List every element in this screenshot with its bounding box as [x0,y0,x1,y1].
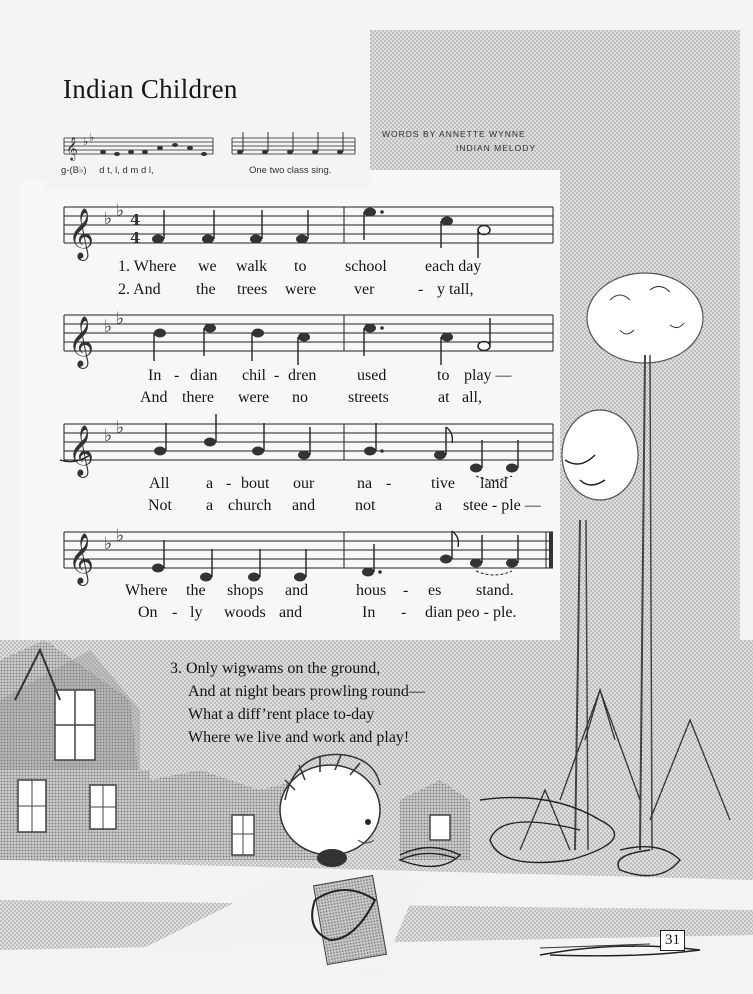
lyric-word: 1. Where [118,258,177,275]
lyric-word: na [357,475,373,492]
verse-line: 3. Only wigwams on the ground, [170,660,381,677]
svg-text:♭: ♭ [104,317,113,337]
svg-text:♭: ♭ [83,135,89,148]
lyric-word: trees [237,281,268,298]
lyric-word: church [228,497,272,514]
lyric-word: to [294,258,307,275]
svg-text:𝄞: 𝄞 [68,316,95,367]
lyric-word: a [206,475,214,492]
svg-text:♭: ♭ [116,526,125,546]
lyric-word: And [140,389,168,406]
lyric-word: woods [224,604,266,621]
lyric-word: a [206,497,214,514]
svg-text:♭: ♭ [104,426,113,446]
verse-line: And at night bears prowling round— [188,683,425,700]
solfa-syllables: d t, l, d m d l, [99,165,154,176]
lyric-word: each day [425,258,482,275]
svg-text:♭: ♭ [104,209,113,229]
lyric-word: In [148,367,162,384]
lyric-word: Not [148,497,172,514]
lyric-word: dian peo - ple. [425,604,517,621]
lyric-word: no [292,389,308,406]
lyric-word: dren [288,367,317,384]
svg-text:4: 4 [130,211,141,229]
key-signature-label: g-(B♭) [61,165,87,176]
lyric-word: - [226,475,232,492]
lyric-word: - [172,604,178,621]
lyric-word: Where [125,582,168,599]
lyric-word: not [355,497,376,514]
lyric-word: and [285,582,309,599]
lyric-word: bout [241,475,270,492]
verse-line: What a diff’rent place to-day [188,706,375,723]
lyric-word: all, [462,389,482,406]
lyric-word: 2. And [118,281,161,298]
svg-text:♭: ♭ [89,131,95,144]
lyric-word: there [182,389,214,406]
lyric-word: were [285,281,317,298]
lyric-word: - [274,367,280,384]
svg-text:𝄞: 𝄞 [68,425,95,476]
lyric-word: our [293,475,315,492]
lyric-word: es [428,582,442,599]
lyric-word: at [438,389,450,406]
lyric-word: we [198,258,217,275]
lyric-word: and [292,497,316,514]
svg-text:♭: ♭ [116,309,125,329]
lyric-word: - [418,281,424,298]
svg-text:♭: ♭ [116,418,125,438]
lyric-word: stand. [476,582,514,599]
lyric-word: play — [464,367,512,384]
lyric-word: the [186,582,206,599]
lyric-word: ly [190,604,203,621]
key-and-solfa [61,165,154,176]
lyric-word: - [386,475,392,492]
lyric-word: stee - ple — [463,497,541,514]
svg-text:𝄞: 𝄞 [68,208,95,259]
lyric-word: On [138,604,158,621]
lyric-word: All [149,475,170,492]
svg-text:𝄞: 𝄞 [68,533,95,584]
lyric-word: walk [236,258,268,275]
count-in-text: One two class sing. [249,165,332,176]
song-title: Indian Children [63,74,238,104]
lyric-word: shops [227,582,264,599]
lyric-word: to [437,367,450,384]
lyric-word: streets [348,389,389,406]
lyric-word: tive [431,475,455,492]
lyric-word: chil [242,367,266,384]
lyric-word: In [362,604,376,621]
lyric-word: y tall, [437,281,474,298]
lyric-word: - [401,604,407,621]
lyric-word: - [174,367,180,384]
lyric-word: - [403,582,409,599]
svg-text:4: 4 [130,229,141,247]
svg-text:♭: ♭ [104,534,113,554]
lyric-word: land [480,475,508,492]
lyric-word: the [196,281,216,298]
words-credit: WORDS BY ANNETTE WYNNE [382,129,526,139]
lyric-word: hous [356,582,387,599]
verse-line: Where we live and work and play! [188,729,410,746]
svg-text:♭: ♭ [116,201,125,221]
verse-three [170,657,425,749]
page-number: 31 [660,930,685,951]
music-credit: INDIAN MELODY [456,143,537,153]
lyric-word: were [238,389,270,406]
lyric-word: used [357,367,387,384]
svg-text:𝄞: 𝄞 [66,136,78,160]
lyric-word: ver [354,281,375,298]
lyric-word: school [345,258,387,275]
lyric-word: a [435,497,443,514]
lyric-word: dian [190,367,218,384]
lyric-word: and [279,604,303,621]
